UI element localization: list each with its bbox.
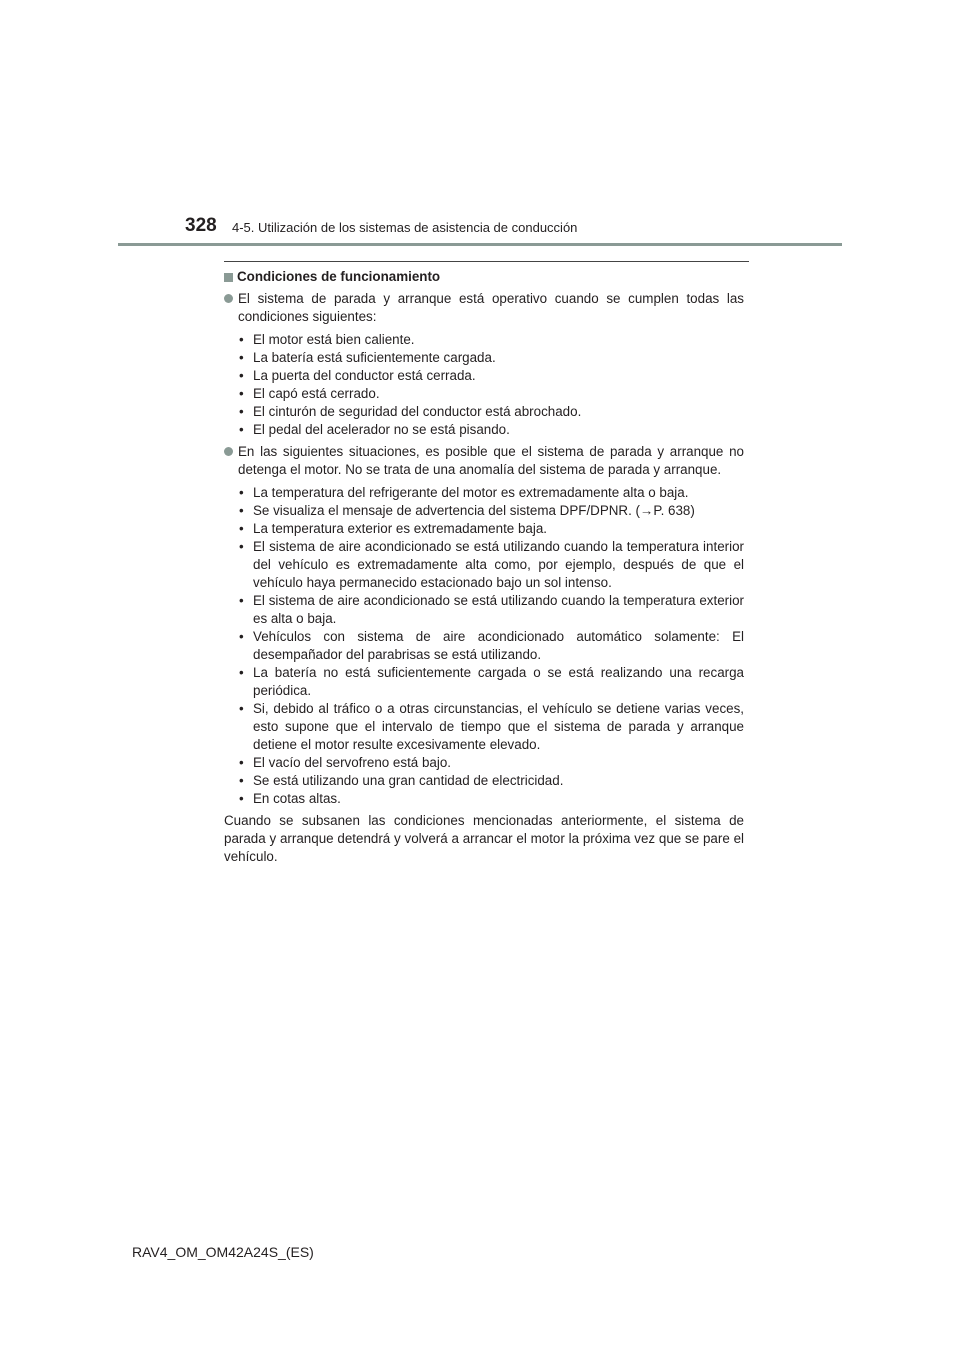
list-item: • Si, debido al tráfico o a otras circunstancias, el vehículo se detiene varias veces, esto supone que el intervalo de tiempo que el sistema de parada y arranque detiene el motor resulte excesivamente elevado. xyxy=(224,700,744,754)
closing-paragraph: Cuando se subsanen las condiciones mencionadas anteriormente, el sistema de parada y arranque detendrá y volverá a arrancar el motor la próxima vez que se pare el vehículo. xyxy=(224,813,744,864)
list-item: • El capó está cerrado. xyxy=(224,385,744,403)
operative-conditions-list xyxy=(224,331,744,439)
page-number: 328 xyxy=(185,215,217,236)
no-stop-intro-text: En las siguientes situaciones, es posible que el sistema de parada y arranque no detenga el motor. No se trata de una anomalía del sistema de parada y arranque. xyxy=(238,444,744,477)
section-divider xyxy=(224,261,749,262)
circle-icon xyxy=(224,294,233,303)
condition-intro-text: El sistema de parada y arranque está operativo cuando se cumplen todas las condiciones siguientes: xyxy=(238,291,744,324)
list-item: • El sistema de aire acondicionado se está utilizando cuando la temperatura interior del vehículo es extremadamente alta como, por ejemplo, después de que el vehículo haya permanecido estacionado bajo un sol intenso. xyxy=(224,538,744,592)
section-heading xyxy=(224,268,744,286)
list-item: • En cotas altas. xyxy=(224,790,744,808)
circle-icon xyxy=(224,447,233,456)
list-item: • El motor está bien caliente. xyxy=(224,331,744,349)
list-item: • La batería está suficientemente cargada. xyxy=(224,349,744,367)
list-item: • La puerta del conductor está cerrada. xyxy=(224,367,744,385)
chapter-title: 4-5. Utilización de los sistemas de asistencia de conducción xyxy=(232,220,578,235)
list-item: • El cinturón de seguridad del conductor está abrochado. xyxy=(224,403,744,421)
header-divider xyxy=(118,243,842,246)
document-code: RAV4_OM_OM42A24S_(ES) xyxy=(132,1244,314,1260)
list-item: • La batería no está suficientemente cargada o se está realizando una recarga periódica. xyxy=(224,664,744,700)
condition-block-no-stop xyxy=(224,443,744,479)
no-stop-situations-list xyxy=(224,484,744,808)
list-item: • El vacío del servofreno está bajo. xyxy=(224,754,744,772)
list-item: • Se está utilizando una gran cantidad de electricidad. xyxy=(224,772,744,790)
list-item: • La temperatura exterior es extremadamente baja. xyxy=(224,520,744,538)
list-item: • Vehículos con sistema de aire acondicionado automático solamente: El desempañador del parabrisas se está utilizando. xyxy=(224,628,744,664)
list-item: • El sistema de aire acondicionado se está utilizando cuando la temperatura exterior es alta o baja. xyxy=(224,592,744,628)
list-item: • El pedal del acelerador no se está pisando. xyxy=(224,421,744,439)
condition-block-operative xyxy=(224,290,744,326)
square-icon xyxy=(224,273,233,282)
list-item: • La temperatura del refrigerante del motor es extremadamente alta o baja. xyxy=(224,484,744,502)
section-heading-text: Condiciones de funcionamiento xyxy=(237,269,441,284)
list-item: • Se visualiza el mensaje de advertencia del sistema DPF/DPNR. (→P. 638) xyxy=(224,502,744,520)
main-content xyxy=(224,268,744,866)
